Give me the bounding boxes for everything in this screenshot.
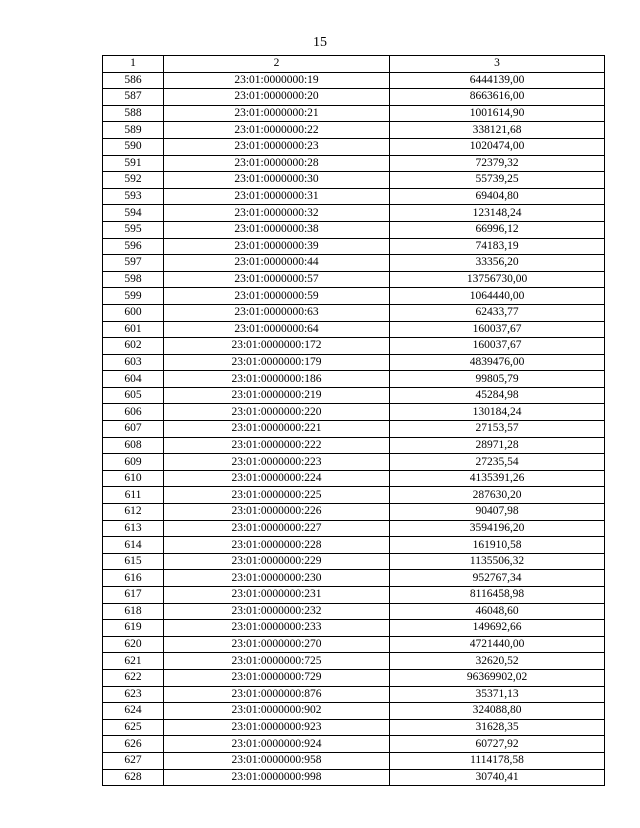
table-row xyxy=(103,437,605,454)
table-row xyxy=(103,504,605,521)
row-number-cell: 600 xyxy=(103,304,164,321)
page-number: 15 xyxy=(313,35,327,50)
row-number-cell: 595 xyxy=(103,221,164,238)
column-header-1: 1 xyxy=(103,56,164,73)
cadastral-number-cell: 23:01:0000000:226 xyxy=(164,504,390,521)
cadastral-value-cell: 324088,80 xyxy=(390,703,605,720)
row-number-cell: 615 xyxy=(103,553,164,570)
row-number-cell: 625 xyxy=(103,719,164,736)
cadastral-number-cell: 23:01:0000000:232 xyxy=(164,603,390,620)
cadastral-value-cell: 1135506,32 xyxy=(390,553,605,570)
cadastral-value-cell: 72379,32 xyxy=(390,155,605,172)
cadastral-number-cell: 23:01:0000000:876 xyxy=(164,686,390,703)
cadastral-number-cell: 23:01:0000000:219 xyxy=(164,387,390,404)
cadastral-value-cell: 130184,24 xyxy=(390,404,605,421)
cadastral-number-cell: 23:01:0000000:64 xyxy=(164,321,390,338)
table-row xyxy=(103,172,605,189)
cadastral-number-cell: 23:01:0000000:59 xyxy=(164,288,390,305)
row-number-cell: 614 xyxy=(103,537,164,554)
row-number-cell: 618 xyxy=(103,603,164,620)
cadastral-value-cell: 99805,79 xyxy=(390,371,605,388)
cadastral-value-cell: 60727,92 xyxy=(390,736,605,753)
cadastral-number-cell: 23:01:0000000:31 xyxy=(164,188,390,205)
cadastral-value-cell: 69404,80 xyxy=(390,188,605,205)
table-row xyxy=(103,404,605,421)
cadastral-number-cell: 23:01:0000000:38 xyxy=(164,221,390,238)
cadastral-value-cell: 160037,67 xyxy=(390,338,605,355)
cadastral-number-cell: 23:01:0000000:44 xyxy=(164,255,390,272)
cadastral-value-table xyxy=(102,55,605,786)
cadastral-number-cell: 23:01:0000000:229 xyxy=(164,553,390,570)
row-number-cell: 609 xyxy=(103,454,164,471)
column-header-2: 2 xyxy=(164,56,390,73)
table-row xyxy=(103,636,605,653)
row-number-cell: 599 xyxy=(103,288,164,305)
cadastral-number-cell: 23:01:0000000:23 xyxy=(164,138,390,155)
cadastral-value-cell: 8116458,98 xyxy=(390,587,605,604)
table-header xyxy=(103,56,605,73)
table-row xyxy=(103,719,605,736)
row-number-cell: 610 xyxy=(103,470,164,487)
cadastral-number-cell: 23:01:0000000:231 xyxy=(164,587,390,604)
table-row xyxy=(103,653,605,670)
table-row xyxy=(103,752,605,769)
row-number-cell: 612 xyxy=(103,504,164,521)
cadastral-number-cell: 23:01:0000000:221 xyxy=(164,421,390,438)
table-row xyxy=(103,603,605,620)
table-body xyxy=(103,72,605,786)
row-number-cell: 593 xyxy=(103,188,164,205)
row-number-cell: 586 xyxy=(103,72,164,89)
table-row xyxy=(103,371,605,388)
cadastral-value-cell: 30740,41 xyxy=(390,769,605,786)
cadastral-value-cell: 4135391,26 xyxy=(390,470,605,487)
cadastral-value-cell: 28971,28 xyxy=(390,437,605,454)
table-row xyxy=(103,387,605,404)
cadastral-value-cell: 160037,67 xyxy=(390,321,605,338)
cadastral-number-cell: 23:01:0000000:923 xyxy=(164,719,390,736)
row-number-cell: 587 xyxy=(103,89,164,106)
cadastral-value-cell: 1114178,58 xyxy=(390,752,605,769)
cadastral-value-cell: 1020474,00 xyxy=(390,138,605,155)
row-number-cell: 621 xyxy=(103,653,164,670)
table-row xyxy=(103,487,605,504)
cadastral-number-cell: 23:01:0000000:32 xyxy=(164,205,390,222)
cadastral-value-cell: 1001614,90 xyxy=(390,105,605,122)
row-number-cell: 590 xyxy=(103,138,164,155)
cadastral-value-cell: 46048,60 xyxy=(390,603,605,620)
cadastral-value-cell: 31628,35 xyxy=(390,719,605,736)
row-number-cell: 611 xyxy=(103,487,164,504)
table-row xyxy=(103,570,605,587)
row-number-cell: 613 xyxy=(103,520,164,537)
row-number-cell: 626 xyxy=(103,736,164,753)
row-number-cell: 601 xyxy=(103,321,164,338)
table-row xyxy=(103,470,605,487)
row-number-cell: 589 xyxy=(103,122,164,139)
cadastral-value-cell: 4721440,00 xyxy=(390,636,605,653)
row-number-cell: 592 xyxy=(103,172,164,189)
cadastral-number-cell: 23:01:0000000:228 xyxy=(164,537,390,554)
cadastral-number-cell: 23:01:0000000:225 xyxy=(164,487,390,504)
cadastral-number-cell: 23:01:0000000:924 xyxy=(164,736,390,753)
cadastral-number-cell: 23:01:0000000:224 xyxy=(164,470,390,487)
cadastral-number-cell: 23:01:0000000:230 xyxy=(164,570,390,587)
cadastral-value-cell: 27235,54 xyxy=(390,454,605,471)
cadastral-number-cell: 23:01:0000000:28 xyxy=(164,155,390,172)
cadastral-value-cell: 3594196,20 xyxy=(390,520,605,537)
table-row xyxy=(103,89,605,106)
cadastral-value-cell: 6444139,00 xyxy=(390,72,605,89)
row-number-cell: 620 xyxy=(103,636,164,653)
table-row xyxy=(103,271,605,288)
row-number-cell: 591 xyxy=(103,155,164,172)
cadastral-value-cell: 32620,52 xyxy=(390,653,605,670)
row-number-cell: 607 xyxy=(103,421,164,438)
cadastral-number-cell: 23:01:0000000:19 xyxy=(164,72,390,89)
table-row xyxy=(103,421,605,438)
cadastral-number-cell: 23:01:0000000:20 xyxy=(164,89,390,106)
row-number-cell: 608 xyxy=(103,437,164,454)
table-row xyxy=(103,321,605,338)
row-number-cell: 627 xyxy=(103,752,164,769)
cadastral-number-cell: 23:01:0000000:958 xyxy=(164,752,390,769)
table-row xyxy=(103,304,605,321)
cadastral-value-cell: 62433,77 xyxy=(390,304,605,321)
table-row xyxy=(103,736,605,753)
cadastral-number-cell: 23:01:0000000:57 xyxy=(164,271,390,288)
cadastral-value-cell: 1064440,00 xyxy=(390,288,605,305)
cadastral-value-cell: 149692,66 xyxy=(390,620,605,637)
cadastral-value-cell: 123148,24 xyxy=(390,205,605,222)
table-row xyxy=(103,703,605,720)
cadastral-number-cell: 23:01:0000000:63 xyxy=(164,304,390,321)
header-row xyxy=(103,56,605,73)
row-number-cell: 617 xyxy=(103,587,164,604)
table-row xyxy=(103,454,605,471)
row-number-cell: 602 xyxy=(103,338,164,355)
cadastral-value-cell: 96369902,02 xyxy=(390,669,605,686)
table-row xyxy=(103,72,605,89)
row-number-cell: 616 xyxy=(103,570,164,587)
cadastral-number-cell: 23:01:0000000:172 xyxy=(164,338,390,355)
cadastral-number-cell: 23:01:0000000:22 xyxy=(164,122,390,139)
row-number-cell: 624 xyxy=(103,703,164,720)
table-row xyxy=(103,255,605,272)
cadastral-number-cell: 23:01:0000000:179 xyxy=(164,354,390,371)
table-row xyxy=(103,122,605,139)
cadastral-number-cell: 23:01:0000000:223 xyxy=(164,454,390,471)
table-row xyxy=(103,669,605,686)
row-number-cell: 628 xyxy=(103,769,164,786)
cadastral-value-cell: 8663616,00 xyxy=(390,89,605,106)
cadastral-value-cell: 45284,98 xyxy=(390,387,605,404)
row-number-cell: 603 xyxy=(103,354,164,371)
table-row xyxy=(103,288,605,305)
cadastral-number-cell: 23:01:0000000:39 xyxy=(164,238,390,255)
row-number-cell: 622 xyxy=(103,669,164,686)
row-number-cell: 597 xyxy=(103,255,164,272)
cadastral-value-cell: 338121,68 xyxy=(390,122,605,139)
table-row xyxy=(103,620,605,637)
table-row xyxy=(103,155,605,172)
cadastral-number-cell: 23:01:0000000:220 xyxy=(164,404,390,421)
table-row xyxy=(103,520,605,537)
table-row xyxy=(103,238,605,255)
cadastral-number-cell: 23:01:0000000:186 xyxy=(164,371,390,388)
cadastral-number-cell: 23:01:0000000:902 xyxy=(164,703,390,720)
cadastral-value-cell: 33356,20 xyxy=(390,255,605,272)
cadastral-number-cell: 23:01:0000000:222 xyxy=(164,437,390,454)
row-number-cell: 619 xyxy=(103,620,164,637)
row-number-cell: 606 xyxy=(103,404,164,421)
row-number-cell: 598 xyxy=(103,271,164,288)
table-row xyxy=(103,221,605,238)
cadastral-value-cell: 90407,98 xyxy=(390,504,605,521)
table-row xyxy=(103,537,605,554)
cadastral-value-cell: 952767,34 xyxy=(390,570,605,587)
cadastral-number-cell: 23:01:0000000:30 xyxy=(164,172,390,189)
cadastral-number-cell: 23:01:0000000:725 xyxy=(164,653,390,670)
row-number-cell: 594 xyxy=(103,205,164,222)
column-header-3: 3 xyxy=(390,56,605,73)
cadastral-value-cell: 55739,25 xyxy=(390,172,605,189)
cadastral-number-cell: 23:01:0000000:270 xyxy=(164,636,390,653)
cadastral-number-cell: 23:01:0000000:21 xyxy=(164,105,390,122)
cadastral-value-cell: 74183,19 xyxy=(390,238,605,255)
cadastral-number-cell: 23:01:0000000:227 xyxy=(164,520,390,537)
cadastral-number-cell: 23:01:0000000:998 xyxy=(164,769,390,786)
cadastral-value-cell: 4839476,00 xyxy=(390,354,605,371)
cadastral-value-cell: 66996,12 xyxy=(390,221,605,238)
cadastral-value-cell: 13756730,00 xyxy=(390,271,605,288)
table-row xyxy=(103,553,605,570)
table-row xyxy=(103,587,605,604)
table-row xyxy=(103,138,605,155)
cadastral-value-cell: 27153,57 xyxy=(390,421,605,438)
table-row xyxy=(103,769,605,786)
table-row xyxy=(103,105,605,122)
table-row xyxy=(103,205,605,222)
table-row xyxy=(103,188,605,205)
row-number-cell: 588 xyxy=(103,105,164,122)
row-number-cell: 605 xyxy=(103,387,164,404)
table-row xyxy=(103,338,605,355)
cadastral-number-cell: 23:01:0000000:233 xyxy=(164,620,390,637)
row-number-cell: 596 xyxy=(103,238,164,255)
cadastral-value-cell: 287630,20 xyxy=(390,487,605,504)
cadastral-value-cell: 35371,13 xyxy=(390,686,605,703)
cadastral-value-cell: 161910,58 xyxy=(390,537,605,554)
cadastral-number-cell: 23:01:0000000:729 xyxy=(164,669,390,686)
row-number-cell: 604 xyxy=(103,371,164,388)
table-row xyxy=(103,354,605,371)
row-number-cell: 623 xyxy=(103,686,164,703)
table-row xyxy=(103,686,605,703)
